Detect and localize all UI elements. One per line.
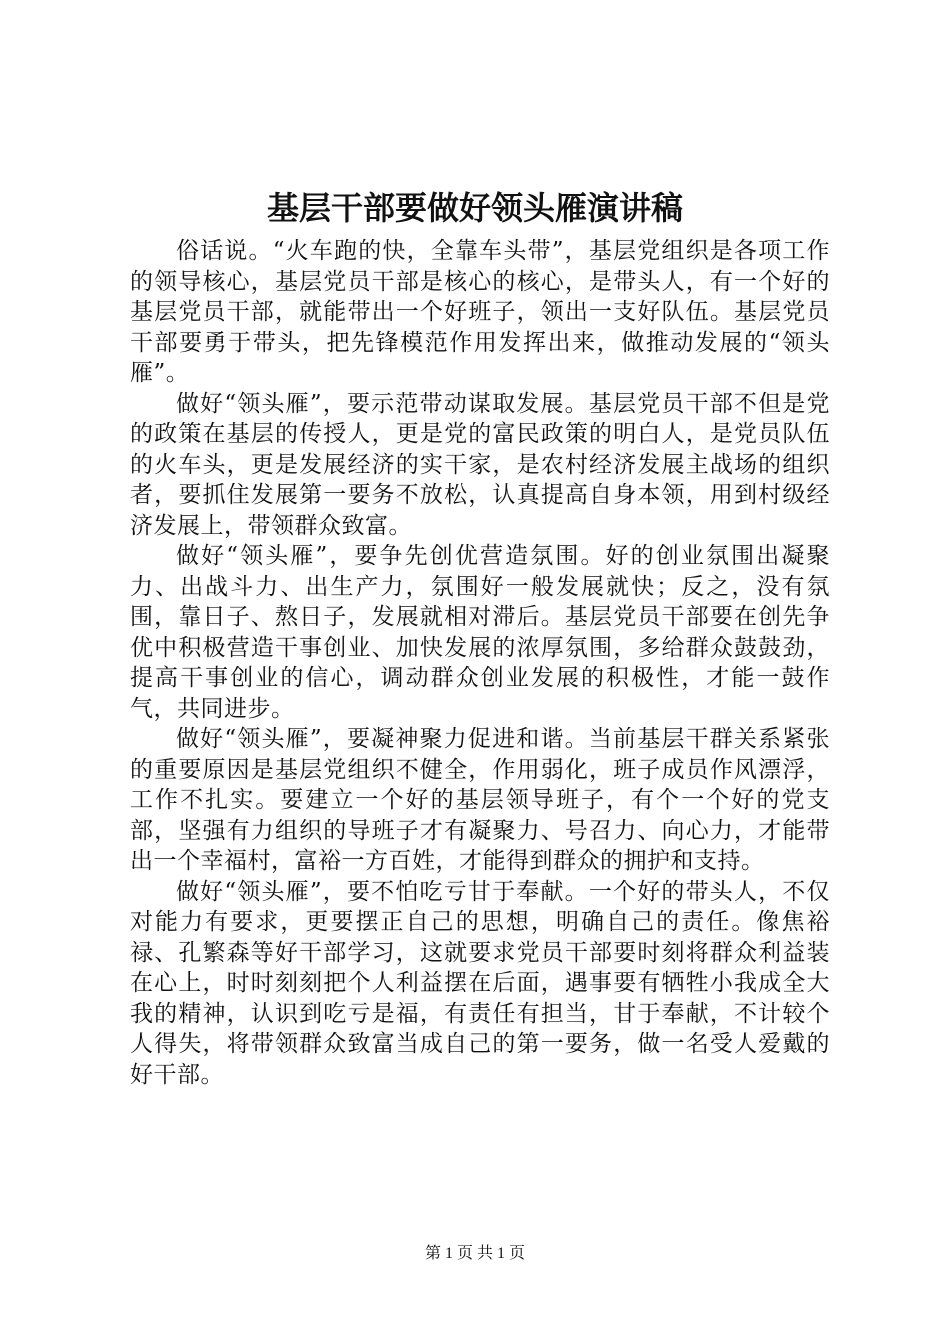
paragraph: 俗话说。“火车跑的快，全靠车头带”，基层党组织是各项工作的领导核心，基层党员干部是核心的核心，是带头人，有一个好的基层党员干部，就能带出一个好班子，领出一支好队伍。基层党员干部要勇于带头，把先锋模范作用发挥出来，做推动发展的“领头雁”。	[130, 238, 830, 386]
page-footer	[0, 1243, 950, 1265]
paragraph: 做好“领头雁”，要不怕吃亏甘于奉献。一个好的带头人，不仅对能力有要求，更要摆正自己的思想，明确自己的责任。像焦裕禄、孔繁森等好干部学习，这就要求党员干部要时刻将群众利益装在心上，时时刻刻把个人利益摆在后面，遇事要有牺牲小我成全大我的精神，认识到吃亏是福，有责任有担当，甘于奉献，不计较个人得失，将带领群众致富当成自己的第一要务，做一名受人爱戴的好干部。	[130, 878, 830, 1088]
paragraph: 做好“领头雁”，要凝神聚力促进和谐。当前基层干群关系紧张的重要原因是基层党组织不健全，作用弱化，班子成员作风漂浮，工作不扎实。要建立一个好的基层领导班子，有个一个好的党支部，坚强有力组织的导班子才有凝聚力、号召力、向心力，才能带出一个幸福村，富裕一方百姓，才能得到群众的拥护和支持。	[130, 726, 830, 874]
document-body	[130, 236, 830, 1090]
document-title: 基层干部要做好领头雁演讲稿	[266, 189, 683, 227]
page-number-label: 第 1 页 共 1 页	[424, 1245, 525, 1262]
paragraph: 做好“领头雁”，要争先创优营造氛围。好的创业氛围出凝聚力、出战斗力、出生产力，氛围好一般发展就快；反之，没有氛围，靠日子、熬日子，发展就相对滞后。基层党员干部要在创先争优中积极营造干事创业、加快发展的浓厚氛围，多给群众鼓鼓劲，提高干事创业的信心，调动群众创业发展的积极性，才能一鼓作气，共同进步。	[130, 543, 830, 722]
paragraph: 做好“领头雁”，要示范带动谋取发展。基层党员干部不但是党的政策在基层的传授人，更是党的富民政策的明白人，是党员队伍的火车头，更是发展经济的实干家，是农村经济发展主战场的组织者，要抓住发展第一要务不放松，认真提高自身本领，用到村级经济发展上，带领群众致富。	[130, 390, 830, 539]
